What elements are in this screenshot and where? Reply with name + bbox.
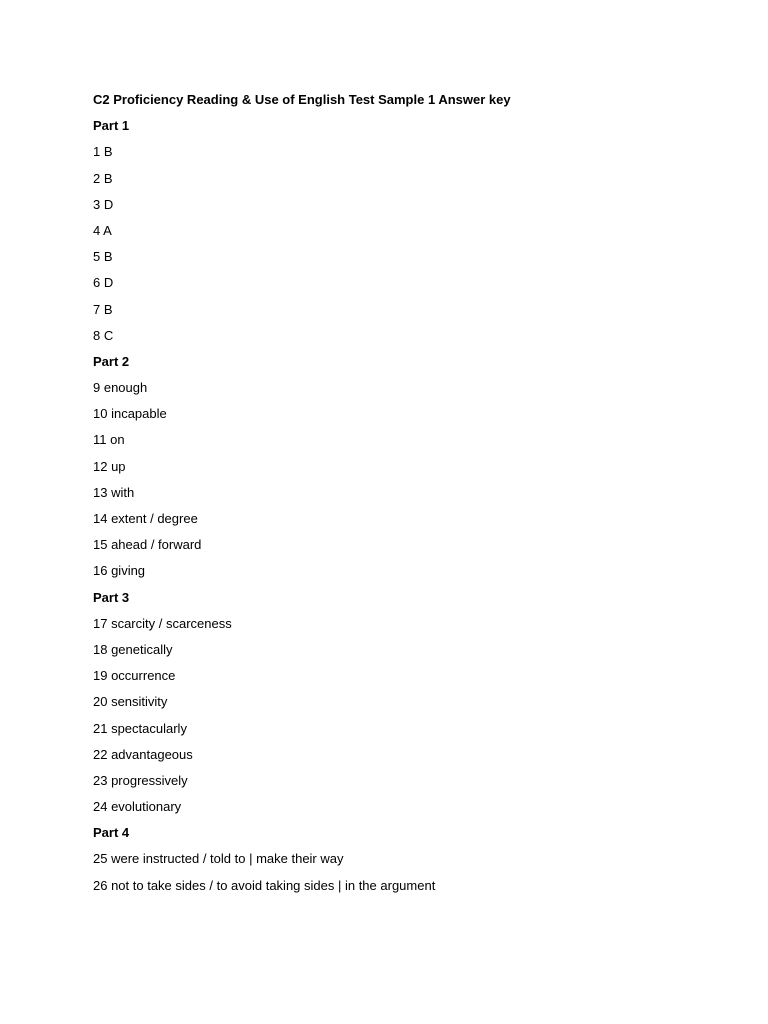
answer-item: 12 up [93,458,126,474]
answer-item: 15 ahead / forward [93,537,202,553]
part-3-heading: Part 3 [93,589,130,605]
part-1-heading: Part 1 [93,118,130,134]
answer-item: 7 B [93,301,113,317]
answer-item: 23 progressively [93,772,188,788]
answer-item: 14 extent / degree [93,511,198,526]
answer-item: 26 not to take sides / to avoid taking sides | in the argument [93,877,436,893]
part-2-heading: Part 2 [93,353,130,369]
answer-item: 9 enough [93,380,148,396]
answer-item: 8 C [93,327,114,343]
answer-item: 16 giving [93,563,146,579]
answer-item: 2 B [93,170,113,186]
answer-item: 20 sensitivity [93,694,168,710]
answer-item: 24 evolutionary [93,799,182,815]
answer-item: 11 on [93,432,125,448]
document-title: C2 Proficiency Reading & Use of English Test Sample 1 Answer key [93,92,511,107]
document-page [93,87,733,899]
part-4-heading: Part 4 [93,825,130,841]
answer-item: 22 advantageous [93,746,193,762]
answer-item: 4 A [93,222,112,238]
answer-item: 17 scarcity / scarceness [93,615,232,631]
answer-item: 10 incapable [93,406,167,422]
answer-item: 21 spectacularly [93,720,187,736]
answer-item: 13 with [93,484,135,500]
answer-item: 6 D [93,275,114,291]
answer-item: 25 were instructed / told to | make their way [93,851,344,867]
answer-item: 5 B [93,249,113,265]
answer-item: 1 B [93,144,113,160]
answer-item: 18 genetically [93,641,173,657]
answer-item: 19 occurrence [93,668,176,684]
answer-item: 3 D [93,196,114,212]
